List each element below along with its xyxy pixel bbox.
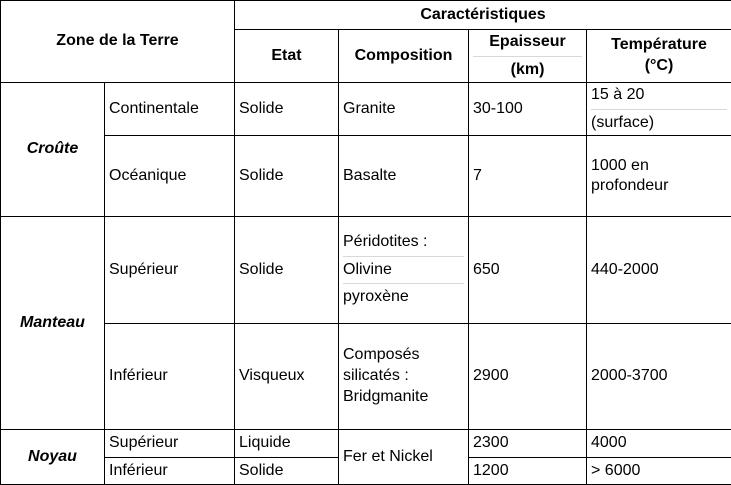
etat-continentale: Solide <box>235 83 339 136</box>
header-epaisseur-label: Epaisseur <box>489 32 566 50</box>
temperature-noyau-inferieur: > 6000 <box>587 457 731 484</box>
epaisseur-manteau-superieur: 650 <box>469 217 587 323</box>
row-croute-continentale <box>1 83 731 136</box>
header-row-1 <box>1 1 731 30</box>
zone-noyau: Noyau <box>1 429 105 484</box>
epaisseur-noyau-inferieur: 1200 <box>469 457 587 484</box>
row-manteau-superieur <box>1 217 731 323</box>
epaisseur-manteau-inferieur: 2900 <box>469 323 587 429</box>
composition-manteau-inferieur <box>339 323 469 429</box>
temperature-manteau-inferieur: 2000-3700 <box>587 323 731 429</box>
composition-manteau-superieur-line2: Olivine <box>343 256 464 281</box>
etat-manteau-inferieur: Visqueux <box>235 323 339 429</box>
zone-manteau: Manteau <box>1 217 105 429</box>
composition-oceanique: Basalte <box>339 136 469 217</box>
etat-oceanique: Solide <box>235 136 339 217</box>
header-composition: Composition <box>339 30 469 83</box>
epaisseur-continentale: 30-100 <box>469 83 587 136</box>
composition-manteau-superieur <box>339 217 469 323</box>
temperature-oceanique-line1: 1000 en <box>591 156 649 174</box>
header-characteristics: Caractéristiques <box>235 1 731 30</box>
temperature-continentale-line1: 15 à 20 <box>591 85 645 103</box>
header-temperature-label: Température <box>611 36 707 54</box>
header-epaisseur <box>469 30 587 83</box>
composition-manteau-inferieur-line3: Bridgmanite <box>343 387 429 405</box>
row-noyau-superieur <box>1 429 731 457</box>
etat-manteau-superieur: Solide <box>235 217 339 323</box>
header-epaisseur-unit: (km) <box>473 56 582 81</box>
etat-noyau-superieur: Liquide <box>235 429 339 457</box>
zone-croute: Croûte <box>1 83 105 217</box>
composition-manteau-superieur-line1: Péridotites : <box>343 232 428 250</box>
temperature-continentale <box>587 83 731 136</box>
temperature-continentale-line2: (surface) <box>591 109 727 134</box>
row-croute-oceanique <box>1 136 731 217</box>
row-manteau-inferieur <box>1 323 731 429</box>
header-temperature-unit: (°C) <box>644 57 674 75</box>
temperature-oceanique <box>587 136 731 217</box>
epaisseur-noyau-superieur: 2300 <box>469 429 587 457</box>
sub-oceanique: Océanique <box>105 136 235 217</box>
header-temperature <box>587 30 731 83</box>
header-zone: Zone de la Terre <box>1 1 235 83</box>
etat-noyau-inferieur: Solide <box>235 457 339 484</box>
header-etat: Etat <box>235 30 339 83</box>
temperature-noyau-superieur: 4000 <box>587 429 731 457</box>
composition-manteau-superieur-line3: pyroxène <box>343 283 464 308</box>
sub-continentale: Continentale <box>105 83 235 136</box>
composition-noyau: Fer et Nickel <box>339 429 469 484</box>
sub-noyau-superieur: Supérieur <box>105 429 235 457</box>
composition-continentale: Granite <box>339 83 469 136</box>
temperature-oceanique-line2: profondeur <box>591 177 669 195</box>
sub-noyau-inferieur: Inférieur <box>105 457 235 484</box>
sub-manteau-superieur: Supérieur <box>105 217 235 323</box>
composition-manteau-inferieur-line1: Composés <box>343 346 420 364</box>
composition-manteau-inferieur-line2: silicatés : <box>343 366 409 384</box>
sub-manteau-inferieur: Inférieur <box>105 323 235 429</box>
temperature-manteau-superieur: 440-2000 <box>587 217 731 323</box>
epaisseur-oceanique: 7 <box>469 136 587 217</box>
